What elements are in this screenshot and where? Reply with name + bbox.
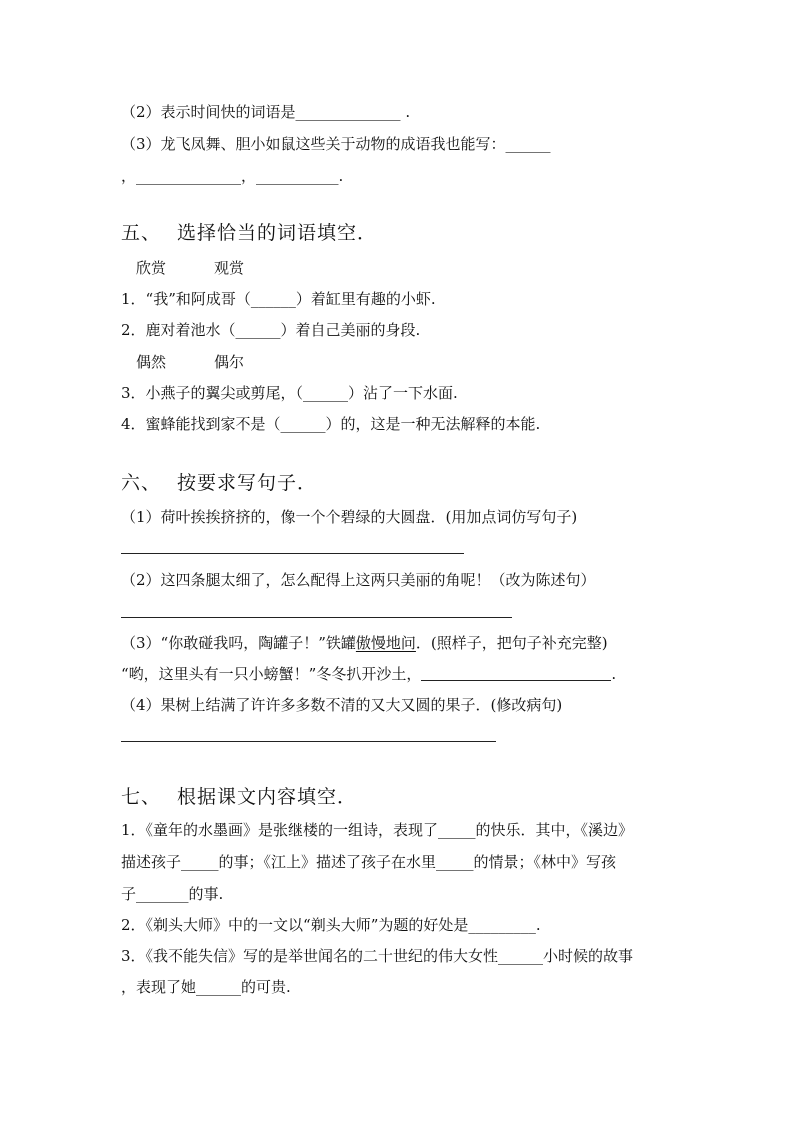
word-choice-2a: 偶然 [136, 353, 167, 371]
word-choice-2b: 偶尔 [214, 353, 245, 371]
s4-question-3-continued: ，______________，___________. [121, 167, 344, 185]
answer-line-4[interactable] [121, 741, 496, 742]
s4-question-3: （3）龙飞凤舞、胆小如鼠这些关于动物的成语我也能写：______ [121, 135, 551, 153]
s5-item-1: 1．“我”和阿成哥（______）着缸里有趣的小虾. [121, 290, 436, 308]
section-6-title: 按要求写句子． [177, 472, 318, 494]
section-6-number: 六、 [121, 472, 162, 494]
s7-line-4: 2．《剃头大师》中的一文以“剃头大师”为题的好处是_________. [121, 916, 541, 934]
s6-question-2: （2）这四条腿太细了，怎么配得上这两只美丽的角呢！（改为陈述句） [121, 571, 596, 589]
s5-item-2: 2．鹿对着池水（______）着自己美丽的身段. [121, 321, 421, 339]
section-5-number: 五、 [121, 222, 162, 244]
s6-q3-emphasized-phrase: 傲慢地问 [355, 634, 416, 652]
s6-q3b-end: . [611, 665, 617, 683]
s5-item-3: 3．小燕子的翼尖或剪尾，（______）沾了一下水面. [121, 384, 458, 402]
word-choice-group-2 [136, 352, 244, 372]
s7-line-6: ，表现了她______的可贵. [121, 978, 291, 996]
s7-line-5: 3．《我不能失信》写的是举世闻名的二十世纪的伟大女性______小时候的故事 [121, 947, 634, 965]
word-choice-group-1 [136, 258, 244, 278]
answer-line-1[interactable] [121, 553, 464, 554]
s6-question-3-example [121, 664, 616, 684]
s7-line-1: 1．《童年的水墨画》是张继楼的一组诗，表现了_____的快乐．其中，《溪边》 [121, 821, 634, 839]
section-6-heading [121, 470, 317, 496]
section-7-title: 根据课文内容填空． [177, 786, 358, 808]
s4-question-2: （2）表示时间快的词语是______________ . [121, 103, 411, 121]
s6-q3b-text: “哟，这里头有一只小螃蟹！”冬冬扒开沙土， [121, 665, 422, 683]
s6-question-3 [121, 633, 608, 653]
answer-blank-q3[interactable] [421, 666, 611, 681]
section-5-heading [121, 220, 377, 246]
s7-line-2: 描述孩子_____的事；《江上》描述了孩子在水里_____的情景；《林中》写孩 [121, 853, 617, 871]
section-5-title: 选择恰当的词语填空． [177, 222, 378, 244]
answer-line-2[interactable] [121, 617, 512, 618]
word-choice-1a: 欣赏 [136, 259, 167, 277]
section-7-heading [121, 784, 357, 810]
s6-q3-prefix: （3）“你敢碰我吗，陶罐子！”铁罐 [121, 634, 356, 652]
word-choice-1b: 观赏 [214, 259, 245, 277]
s6-question-4: （4）果树上结满了许许多多数不清的又大又圆的果子．(修改病句) [121, 696, 563, 714]
s6-q3-suffix: ．(照样子，把句子补充完整) [415, 634, 608, 652]
s6-question-1: （1）荷叶挨挨挤挤的，像一个个碧绿的大圆盘．(用加点词仿写句子) [121, 508, 578, 526]
s5-item-4: 4．蜜蜂能找到家不是（______）的，这是一种无法解释的本能. [121, 415, 541, 433]
s7-line-3: 子_______的事. [121, 885, 224, 903]
section-7-number: 七、 [121, 786, 162, 808]
